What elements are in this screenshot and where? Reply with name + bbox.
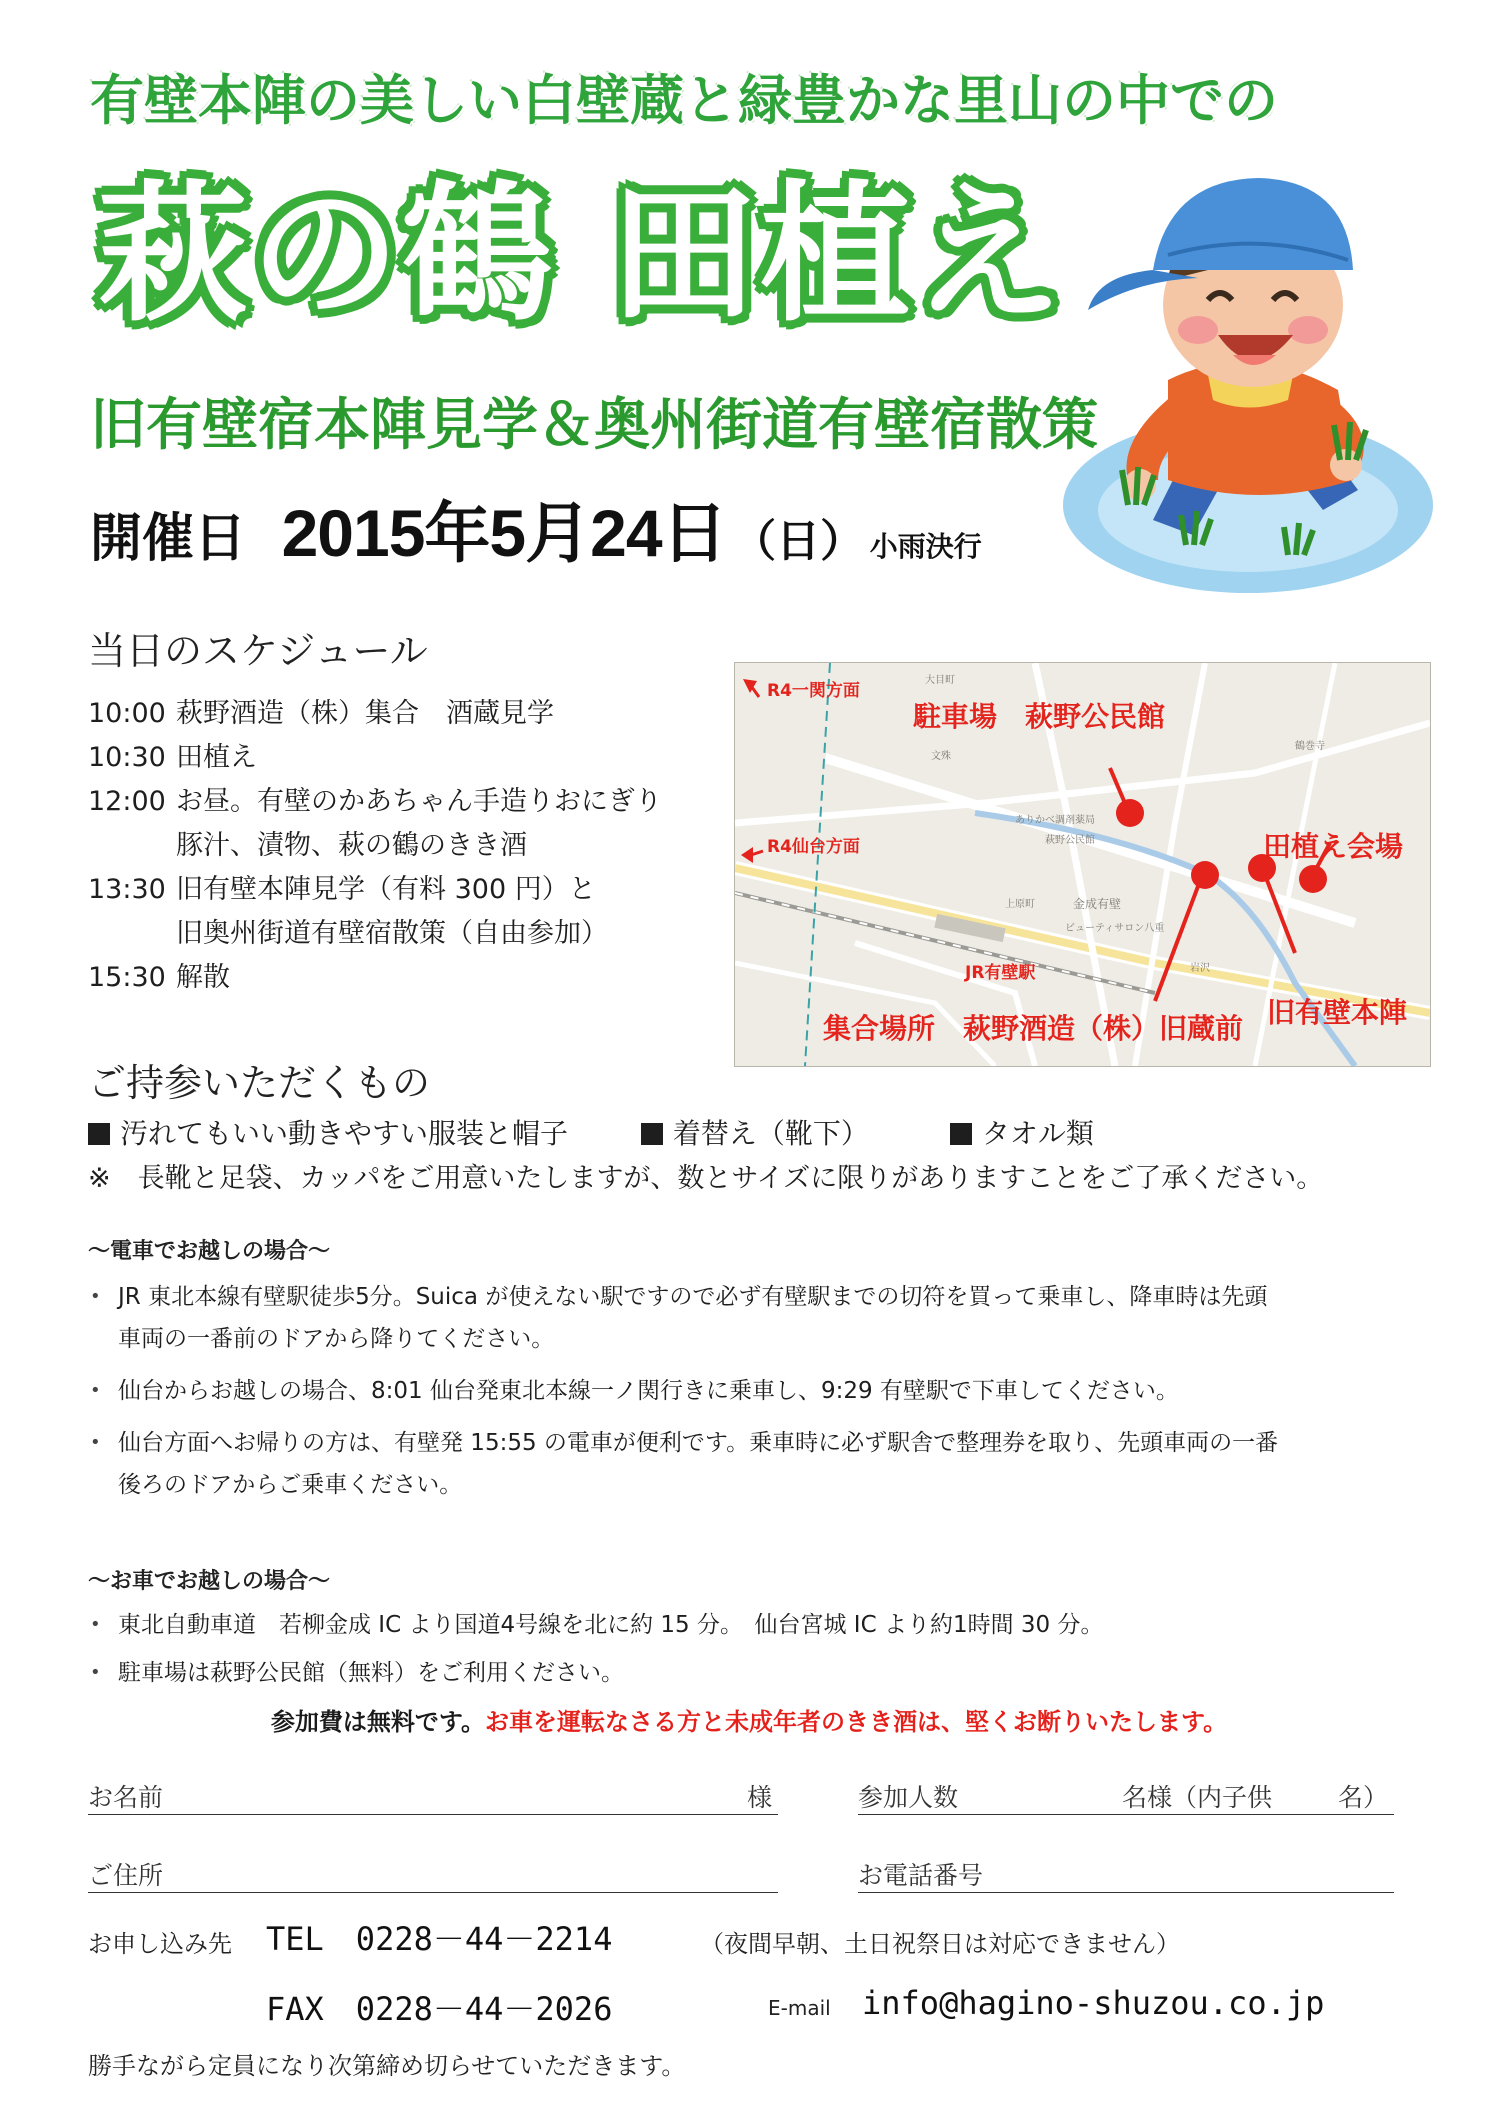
train-access-heading: ～電車でお越しの場合～ — [88, 1239, 331, 1264]
schedule-text: 豚汁、漬物、萩の鶴のきき酒 — [176, 830, 527, 861]
email-address[interactable]: info@hagino-shuzou.co.jp — [862, 1984, 1325, 2022]
map-tiny-label: 上原町 — [1005, 899, 1035, 910]
schedule-row — [88, 956, 708, 1000]
schedule-row — [88, 736, 708, 780]
schedule-text: お昼。有壁のかあちゃん手造りおにぎり — [176, 786, 662, 817]
belonging-item-text: 汚れてもいい動きやすい服装と帽子 — [120, 1117, 569, 1150]
belonging-item — [641, 1117, 869, 1150]
map-label-station: JR有壁駅 — [965, 963, 1036, 983]
belonging-item-text: タオル類 — [981, 1117, 1094, 1150]
schedule-row — [88, 692, 708, 736]
name-field-label: お名前 — [88, 1783, 164, 1812]
participant-count-end: 名） — [1337, 1783, 1388, 1812]
tel-note: （夜間早朝、土日祝祭日は対応できません） — [700, 1930, 1180, 1958]
schedule-time: 10:30 — [88, 742, 166, 773]
phone-field-label: お電話番号 — [858, 1861, 984, 1890]
map-label-honjin: 旧有壁本陣 — [1267, 996, 1408, 1029]
list-item-text: 仙台からお越しの場合、8:01 仙台発東北本線一ノ関行きに乗車し、9:29 有壁駅で下車してください。 — [118, 1378, 1179, 1404]
access-map — [734, 662, 1431, 1067]
fax-number: FAX 0228－44－2026 — [266, 1990, 613, 2028]
list-item-text: JR 東北本線有壁駅徒歩5分。Suica が使えない駅ですので必ず有壁駅までの切符を買って乗車し、降車時は先頭 — [118, 1284, 1268, 1310]
train-access-list — [88, 1276, 1448, 1506]
map-tiny-label: 大目町 — [925, 675, 955, 686]
rain-note: 小雨決行 — [869, 530, 982, 563]
map-label-sendai: R4仙台方面 — [767, 837, 860, 857]
list-item — [88, 1276, 1448, 1360]
schedule-row — [88, 824, 708, 868]
list-item — [88, 1422, 1448, 1506]
map-tiny-label: 文殊 — [931, 751, 951, 762]
fee-notice — [0, 1702, 1498, 1737]
square-bullet-icon — [641, 1123, 663, 1145]
map-tiny-label: ありかべ調剤薬局 — [1015, 815, 1095, 826]
belonging-item — [88, 1117, 568, 1150]
schedule-time — [88, 912, 176, 956]
tel-number: TEL 0228－44－2214 — [266, 1920, 613, 1958]
map-label-meeting-point: 集合場所 萩野酒造（株）旧蔵前 — [823, 1012, 1244, 1045]
map-tiny-label: 萩野公民館 — [1045, 835, 1095, 846]
belonging-item — [950, 1117, 1094, 1150]
list-item-text: 車両の一番前のドアから降りてください。 — [118, 1326, 555, 1352]
date-label: 開催日 — [90, 509, 247, 569]
car-access-heading: ～お車でお越しの場合～ — [88, 1569, 331, 1594]
schedule-text: 解散 — [176, 962, 230, 993]
map-label-north: R4一関方面 — [767, 681, 860, 701]
list-item-text: 駐車場は萩野公民館（無料）をご利用ください。 — [118, 1660, 624, 1686]
list-item-text: 東北自動車道 若柳金成 IC より国道4号線を北に約 15 分。 仙台宮城 IC より約1時間 30 分。 — [118, 1612, 1104, 1638]
day-of-week: （日） — [732, 516, 865, 567]
schedule-row — [88, 868, 708, 912]
phone-field[interactable] — [858, 1856, 1394, 1893]
list-item — [88, 1652, 1448, 1694]
schedule-time — [88, 824, 176, 868]
schedule-time: 13:30 — [88, 874, 166, 905]
rice-planting-boy-illustration — [1058, 160, 1458, 600]
fee-warning-text: お車を運転なさる方と未成年者のきき酒は、堅くお断りいたします。 — [485, 1708, 1228, 1736]
fee-free-text: 参加費は無料です。 — [270, 1708, 485, 1736]
square-bullet-icon — [950, 1123, 972, 1145]
schedule-row — [88, 780, 708, 824]
schedule-text: 旧奥州街道有壁宿散策（自由参加） — [176, 918, 608, 949]
map-tiny-label: 鶴巻寺 — [1295, 741, 1325, 752]
participant-count-suffix: 名様（内子供 — [1122, 1783, 1273, 1812]
schedule-time: 10:00 — [88, 698, 166, 729]
list-item-text: 仙台方面へお帰りの方は、有壁発 15:55 の電車が便利です。乗車時に必ず駅舎で整理券を取り、先頭車両の一番 — [118, 1430, 1279, 1456]
square-bullet-icon — [88, 1123, 110, 1145]
participant-count-label: 参加人数 — [858, 1783, 959, 1812]
belongings-heading: ご持参いただくもの — [88, 1061, 431, 1105]
address-field[interactable] — [88, 1856, 778, 1893]
schedule-text: 田植え — [176, 742, 257, 773]
list-item — [88, 1370, 1448, 1412]
map-label-parking: 駐車場 萩野公民館 — [913, 700, 1166, 733]
closing-note: 勝手ながら定員になり次第締め切らせていただきます。 — [88, 2052, 686, 2080]
schedule-time: 15:30 — [88, 962, 166, 993]
list-item — [88, 1604, 1448, 1646]
schedule-text: 旧有壁本陣見学（有料 300 円）と — [176, 874, 596, 905]
page-title-text: 萩の鶴 田植え — [98, 168, 1065, 342]
schedule-row — [88, 912, 708, 956]
map-tiny-label: 金成有壁 — [1073, 897, 1122, 911]
schedule-list — [88, 692, 708, 1000]
address-field-label: ご住所 — [88, 1861, 164, 1890]
email-label: E-mail — [768, 1996, 831, 2020]
header-subtitle-bottom: 旧有壁宿本陣見学＆奥州街道有壁宿散策 — [90, 393, 1098, 458]
name-field-suffix: 様 — [746, 1783, 772, 1812]
schedule-time: 12:00 — [88, 786, 166, 817]
page-title — [98, 168, 1065, 342]
schedule-text: 萩野酒造（株）集合 酒蔵見学 — [176, 698, 554, 729]
list-item-text: 後ろのドアからご乗車ください。 — [118, 1472, 463, 1498]
participant-count-field[interactable] — [858, 1778, 1394, 1815]
schedule-heading: 当日のスケジュール — [88, 629, 428, 673]
name-field[interactable] — [88, 1778, 778, 1815]
car-access-list — [88, 1604, 1448, 1694]
header-subtitle-top: 有壁本陣の美しい白壁蔵と緑豊かな里山の中での — [90, 69, 1278, 132]
event-date-row — [90, 496, 982, 570]
event-date: 2015年5月24日 — [281, 496, 727, 570]
map-tiny-label: ビューティサロン八重 — [1065, 923, 1165, 934]
map-label-rice-field: 田植え会場 — [1263, 830, 1404, 863]
belonging-item-text: 着替え（靴下） — [672, 1117, 869, 1150]
belongings-note: ※ 長靴と足袋、カッパをご用意いたしますが、数とサイズに限りがありますことをご了承ください。 — [88, 1163, 1324, 1194]
belongings-list — [88, 1112, 1448, 1152]
apply-label: お申し込み先 — [88, 1930, 232, 1958]
map-tiny-label: 岩沢 — [1190, 963, 1210, 974]
